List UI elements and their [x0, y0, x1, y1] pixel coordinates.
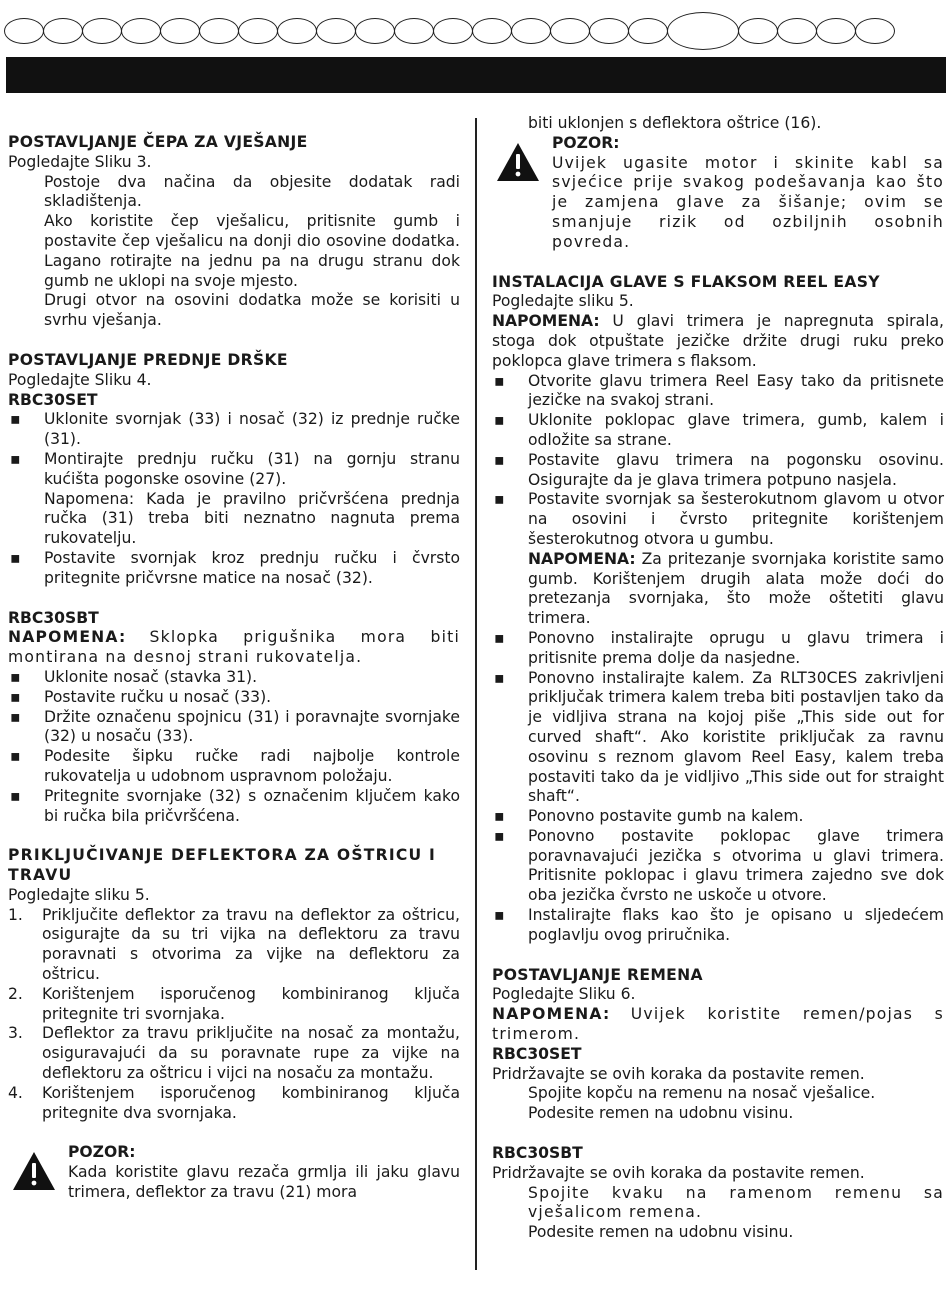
- list-item: ▪ Ponovno instalirajte oprugu u glavu trimera i pritisnite prema dolje da nasjedne.: [494, 628, 944, 667]
- list-item: ▪ Postavite ručku u nosač (33).: [10, 687, 272, 706]
- chapter-tab-oval: [433, 18, 473, 44]
- model-label: RBC30SET: [8, 390, 98, 409]
- bullet-icon: ▪: [494, 371, 505, 390]
- figure-ref: Pogledajte Sliku 4.: [8, 370, 152, 389]
- warning-title: POZOR:: [68, 1143, 136, 1162]
- warning-triangle-icon: [12, 1151, 56, 1197]
- chapter-tab-oval: [355, 18, 395, 44]
- section-title-reel-easy: INSTALACIJA GLAVE S FLAKSOM REEL EASY: [492, 272, 880, 291]
- list-item: ▪ Ponovno postavite gumb na kalem.: [494, 807, 804, 826]
- bullet-icon: ▪: [494, 906, 505, 925]
- bullet-icon: ▪: [494, 490, 505, 509]
- bullet-icon: ▪: [10, 410, 21, 429]
- chapter-tab-oval: [199, 18, 239, 44]
- chapter-tab-oval: [394, 18, 434, 44]
- chapter-tab-oval-active: [667, 12, 739, 50]
- bullet-icon: ▪: [494, 668, 505, 687]
- bullet-icon: ▪: [494, 826, 505, 845]
- list-item: ▪ Pritegnite svornjake (32) s označenim ključem kako bi ručka bila pričvršćena.: [10, 786, 460, 825]
- list-item: ▪ Postavite glavu trimera na pogonsku osovinu. Osigurajte da je glava trimera potpuno nasjela.: [494, 450, 944, 489]
- chapter-tab-oval: [277, 18, 317, 44]
- list-item: ▪ Uklonite nosač (stavka 31).: [10, 667, 258, 686]
- column-divider: [475, 118, 477, 1270]
- chapter-tab-oval: [777, 18, 817, 44]
- bullet-icon: ▪: [494, 807, 505, 826]
- chapter-tab-oval: [4, 18, 44, 44]
- step: Podesite remen na udobnu visinu.: [528, 1223, 794, 1242]
- paragraph: Pridržavajte se ovih koraka da postavite remen.: [492, 1064, 865, 1083]
- chapter-tab-oval: [472, 18, 512, 44]
- section-title-harness: POSTAVLJANJE REMENA: [492, 965, 703, 984]
- list-item: ▪ Ponovno instalirajte kalem. Za RLT30CES zakrivljeni priključak trimera kalem treba biti postavljen tako da je vidljiva strana na kojoj piše „This side out for curved shaft“. Ako koristite priključak za ravnu osovinu s reznom glavom Reel Easy, kalem treba postaviti tako da je vidljivo „This side out for straight shaft“.: [494, 668, 944, 806]
- bullet-icon: ▪: [10, 687, 21, 706]
- note: NAPOMENA: Za pritezanje svornjaka koristite samo gumb. Korištenjem drugih alata može doći do pretezanja svornjaka, što može oštetiti glavu trimera.: [528, 549, 944, 628]
- note: NAPOMENA: U glavi trimera je napregnuta spirala, stoga dok otpuštate jezičke držite drugi ruku preko poklopca glave trimera s flaksom.: [492, 312, 944, 370]
- chapter-tab-oval: [589, 18, 629, 44]
- bullet-icon: ▪: [494, 450, 505, 469]
- chapter-tab-oval: [43, 18, 83, 44]
- list-item: ▪ Uklonite poklopac glave trimera, gumb, kalem i odložite sa strane.: [494, 411, 944, 449]
- figure-ref: Pogledajte Sliku 3.: [8, 152, 152, 171]
- bullet-icon: ▪: [10, 747, 21, 766]
- chapter-tab-oval: [238, 18, 278, 44]
- list-item: ▪ Postavite svornjak sa šesterokutnom glavom u otvor na osovini i čvrsto pritegnite korištenjem šesterokutnog otvora u gumbu.: [494, 490, 944, 548]
- warning-text: Kada koristite glavu rezača grmlja ili jaku glavu trimera, deflektor za travu (21) mora: [68, 1163, 460, 1202]
- bullet-icon: ▪: [10, 786, 21, 805]
- step: Spojite kvaku na ramenom remenu sa vješalicom remena.: [528, 1183, 944, 1222]
- chapter-tab-oval: [316, 18, 356, 44]
- chapter-tab-oval: [738, 18, 778, 44]
- chapter-tab-oval: [160, 18, 200, 44]
- paragraph: Ako koristite čep vješalicu, pritisnite gumb i postavite čep vješalicu na donji dio osovine dodatka. Lagano rotirajte na jednu pa na drugu stranu dok gumb ne uklopi na svoje mjesto.: [44, 212, 460, 290]
- list-item: ▪ Otvorite glavu trimera Reel Easy tako da pritisnete jezičke na svakoj strani.: [494, 371, 944, 410]
- paragraph: Pridržavajte se ovih koraka da postavite remen.: [492, 1163, 865, 1182]
- figure-ref: Pogledajte sliku 5.: [492, 292, 634, 311]
- list-item: ▪ Uklonite svornjak (33) i nosač (32) iz prednje ručke (31).: [10, 410, 460, 449]
- paragraph: Drugi otvor na osovini dodatka može se korisiti u svrhu vješanja.: [44, 291, 460, 330]
- warning-text: Uvijek ugasite motor i skinite kabl sa svjećice prije svakog podešavanja kao što je zamjena glave za šišanje; ovim se smanjuje rizik od ozbiljnih osobnih povreda.: [552, 153, 944, 251]
- step: Spojite kopču na remenu na nosač vješalice.: [528, 1084, 876, 1103]
- figure-ref: Pogledajte Sliku 6.: [492, 985, 636, 1004]
- chapter-tab-oval: [82, 18, 122, 44]
- numbered-item: 4. Korištenjem isporučenog kombiniranog ključa pritegnite dva svornjaka.: [8, 1083, 460, 1122]
- list-item: ▪ Držite označenu spojnicu (31) i poravnajte svornjake (32) u nosaču (33).: [10, 707, 460, 746]
- figure-ref: Pogledajte sliku 5.: [8, 885, 150, 904]
- step: Podesite remen na udobnu visinu.: [528, 1104, 794, 1123]
- chapter-tab-oval: [816, 18, 856, 44]
- list-item: ▪ Montirajte prednju ručku (31) na gornju stranu kućišta pogonske osovine (27).: [10, 449, 460, 488]
- bullet-icon: ▪: [494, 628, 505, 647]
- left-column: [8, 133, 460, 1203]
- model-label: RBC30SET: [492, 1044, 582, 1063]
- section-title-hanging-cap: POSTAVLJANJE ČEPA ZA VJEŠANJE: [8, 133, 308, 151]
- model-label: RBC30SBT: [8, 608, 99, 627]
- chapter-tab-oval: [550, 18, 590, 44]
- note: Napomena: Kada je pravilno pričvršćena prednja ručka (31) treba biti neznatno nagnuta prema rukovatelju.: [44, 489, 460, 548]
- model-label: RBC30SBT: [492, 1144, 583, 1163]
- warning-box: [8, 1143, 460, 1202]
- header-bar: [6, 57, 946, 93]
- warning-continuation: biti uklonjen s deflektora oštrice (16).: [528, 114, 822, 132]
- list-item: ▪ Postavite svornjak kroz prednju ručku i čvrsto pritegnite pričvrsne matice na nosač (32).: [10, 548, 460, 587]
- bullet-icon: ▪: [494, 411, 505, 430]
- list-item: ▪ Ponovno postavite poklopac glave trimera poravnavajući jezička s otvorima u glavi trimera. Pritisnite poklopac i glavu trimera zajedno sve dok oba jezička čvrsto ne uskoče u otvore.: [494, 826, 944, 905]
- list-item: ▪ Podesite šipku ručke radi najbolje kontrole rukovatelja u udobnom uspravnom položaju.: [10, 747, 460, 785]
- warning-box: [492, 134, 944, 253]
- numbered-item: 2. Korištenjem isporučenog kombiniranog ključa pritegnite tri svornjaka.: [8, 984, 460, 1023]
- bullet-icon: ▪: [10, 449, 21, 468]
- chapter-tab-oval: [511, 18, 551, 44]
- bullet-icon: ▪: [10, 667, 21, 686]
- note: NAPOMENA: Uvijek koristite remen/pojas s trimerom.: [492, 1005, 944, 1044]
- right-column: [492, 114, 944, 1243]
- bullet-icon: ▪: [10, 548, 21, 567]
- numbered-item: 3. Deflektor za travu priključite na nosač za montažu, osiguravajući da su poravnate rupe za vijke na deflektoru za oštricu i vijci na nosaču za montažu.: [8, 1024, 460, 1083]
- paragraph: Postoje dva načina da objesite dodatak radi skladištenja.: [44, 172, 460, 211]
- chapter-tab-oval: [121, 18, 161, 44]
- warning-triangle-icon: [496, 142, 540, 188]
- section-title-front-handle: POSTAVLJANJE PREDNJE DRŠKE: [8, 350, 288, 369]
- note: NAPOMENA: Sklopka prigušnika mora biti montirana na desnoj strani rukovatelja.: [8, 628, 460, 667]
- warning-title: POZOR:: [552, 133, 620, 152]
- section-title-deflector: PRIKLJUČIVANJE DEFLEKTORA ZA OŠTRICU I TRAVU: [8, 846, 436, 885]
- chapter-tab-oval: [628, 18, 668, 44]
- bullet-icon: ▪: [10, 707, 21, 726]
- chapter-tab-oval: [855, 18, 895, 44]
- list-item: ▪ Instalirajte flaks kao što je opisano u sljedećem poglavlju ovog priručnika.: [494, 906, 944, 944]
- numbered-item: 1. Priključite deflektor za travu na deflektor za oštricu, osigurajte da su tri vijka na deflektoru za travu poravnati s otvorima za vijke na deflektoru za oštricu.: [8, 905, 460, 984]
